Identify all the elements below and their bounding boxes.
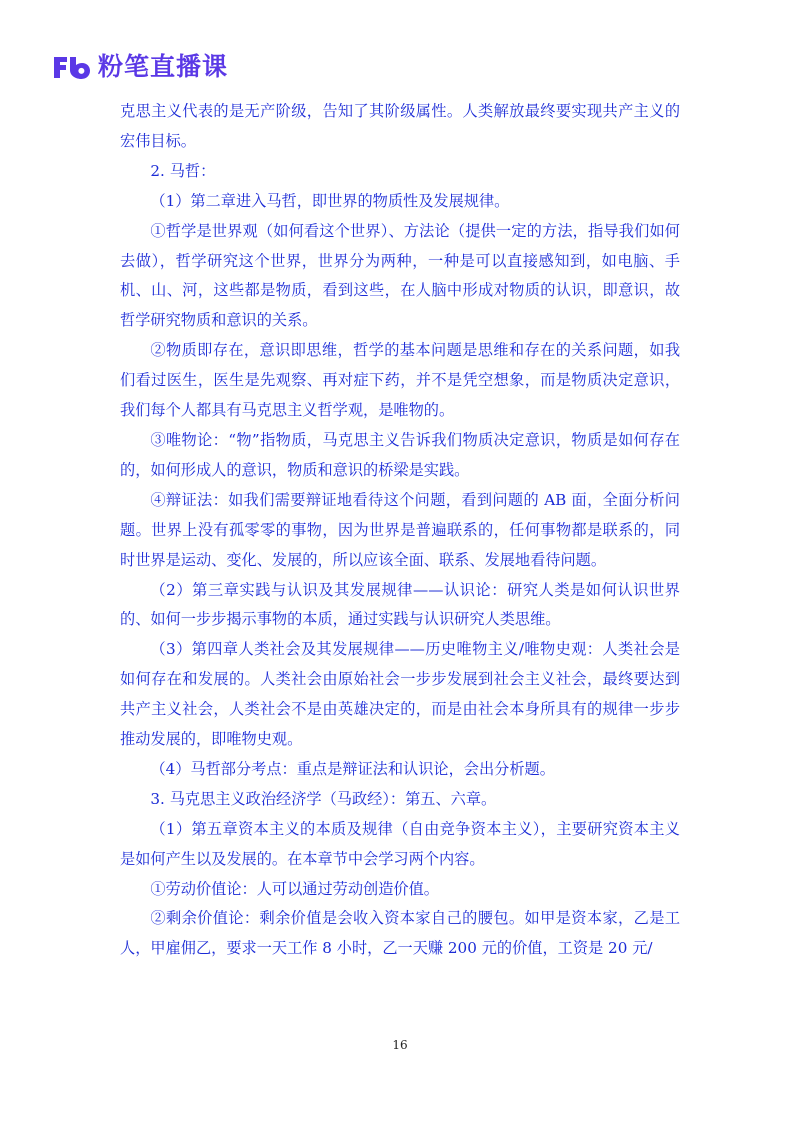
- paragraph: ①劳动价值论：人可以通过劳动创造价值。: [150, 879, 439, 898]
- paragraph: （1）第二章进入马哲，即世界的物质性及发展规律。: [150, 191, 510, 210]
- paragraph: ④辩证法：如我们需要辩证地看待这个问题，看到问题的 AB 面，全面分析问题。世界上没有孤零零的事物，因为世界是普遍联系的，任何事物都是联系的，同时世界是运动、变化、发展的，所以应该全面、联系、发展地看待问题。: [120, 490, 680, 569]
- paragraph: （3）第四章人类社会及其发展规律——历史唯物主义/唯物史观：人类社会是如何存在和发展的。人类社会由原始社会一步步发展到社会主义社会，最终要达到共产主义社会，人类社会不是由英雄决定的，而是由社会本身所具有的规律一步步推动发展的，即唯物史观。: [120, 640, 680, 749]
- paragraph: （4）马哲部分考点：重点是辩证法和认识论，会出分析题。: [150, 759, 555, 778]
- paragraph: 克思主义代表的是无产阶级，告知了其阶级属性。人类解放最终要实现共产主义的宏伟目标。: [120, 102, 680, 150]
- brand-name: 粉笔直播课: [98, 52, 229, 81]
- paragraph: ①哲学是世界观（如何看这个世界）、方法论（提供一定的方法，指导我们如何去做），哲学研究这个世界，世界分为两种，一种是可以直接感知到，如电脑、手机、山、河，这些都是物质，看到这些，在人脑中形成对物质的认识，即意识，故哲学研究物质和意识的关系。: [120, 221, 680, 330]
- paragraph: ②物质即存在，意识即思维，哲学的基本问题是思维和存在的关系问题，如我们看过医生，医生是先观察、再对症下药，并不是凭空想象，而是物质决定意识，我们每个人都具有马克思主义哲学观，是唯物的。: [120, 341, 680, 420]
- paragraph: ②剩余价值论：剩余价值是会收入资本家自己的腰包。如甲是资本家，乙是工人，甲雇佣乙，要求一天工作 8 小时，乙一天赚 200 元的价值，工资是 20 元/: [120, 909, 680, 958]
- paragraph: ③唯物论：“物”指物质，马克思主义告诉我们物质决定意识，物质是如何存在的，如何形成人的意识，物质和意识的桥梁是实践。: [120, 430, 680, 479]
- page-header: [52, 54, 228, 80]
- paragraph: 2. 马哲：: [150, 161, 216, 180]
- document-body: [120, 97, 680, 964]
- paragraph: （1）第五章资本主义的本质及规律（自由竞争资本主义），主要研究资本主义是如何产生以及发展的。在本章节中会学习两个内容。: [120, 819, 680, 868]
- page-number: 16: [392, 1038, 408, 1052]
- paragraph: 3. 马克思主义政治经济学（马政经）：第五、六章。: [150, 789, 497, 808]
- paragraph: （2）第三章实践与认识及其发展规律——认识论：研究人类是如何认识世界的、如何一步步揭示事物的本质，通过实践与认识研究人类思维。: [120, 580, 680, 629]
- fb-logo-icon: [52, 54, 92, 80]
